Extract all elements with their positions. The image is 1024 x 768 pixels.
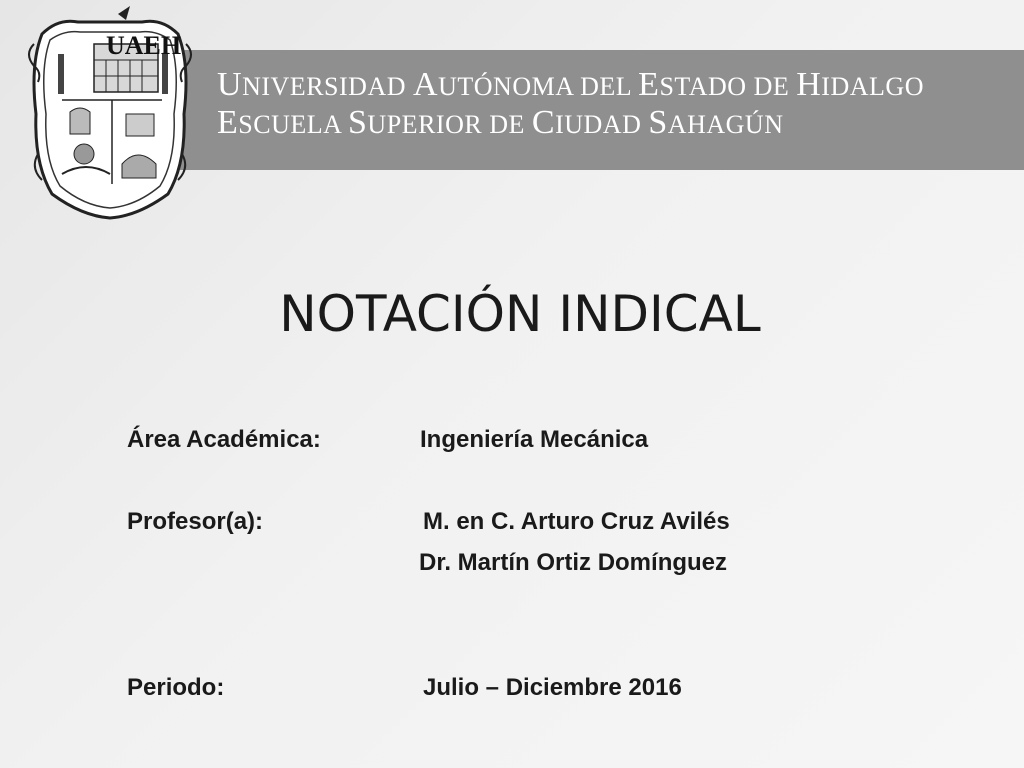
period-value: Julio – Diciembre 2016 bbox=[423, 674, 682, 701]
school-name: ESCUELA SUPERIOR DE CIUDAD SAHAGÚN bbox=[217, 104, 784, 141]
area-label: Área Académica: bbox=[127, 426, 321, 453]
svg-text:UAEH: UAEH bbox=[106, 31, 182, 60]
professor-label: Profesor(a): bbox=[127, 508, 264, 535]
slide-title: NOTACIÓN INDICAL bbox=[279, 285, 761, 343]
uaeh-logo bbox=[22, 4, 198, 220]
period-label: Periodo: bbox=[127, 674, 225, 701]
university-name: UNIVERSIDAD AUTÓNOMA DEL ESTADO DE HIDALGO bbox=[217, 66, 924, 103]
area-value: Ingeniería Mecánica bbox=[420, 426, 649, 453]
professor-2: Dr. Martín Ortiz Domínguez bbox=[419, 549, 728, 576]
professor-1: M. en C. Arturo Cruz Avilés bbox=[423, 508, 730, 535]
